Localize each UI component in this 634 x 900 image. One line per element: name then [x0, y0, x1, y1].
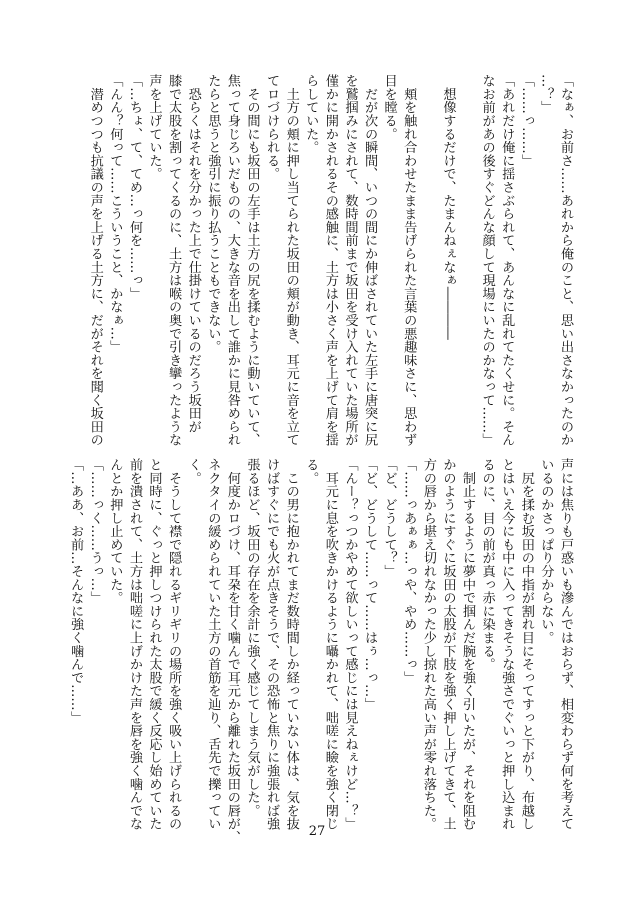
text-line: 声には焦りも戸惑いも滲んではおらず、相変わらず何を考えて [558, 458, 573, 831]
text-line: らしていた。 [303, 74, 319, 154]
text-line: 「…ちょ、て、てめ…っ何を……っ」 [126, 74, 142, 301]
text-line: 想像するだけで、たまんねぇなぁ―――― [440, 74, 456, 340]
text-line: 声を上げていた。 [146, 74, 162, 181]
text-line: 「……っ……」 [518, 74, 534, 168]
text-line: その間にも坂田の左手は土方の尻を揉むように動いていて、 [244, 74, 260, 447]
text-line: たらと思うと強引に振り払うこともできない。 [205, 74, 221, 354]
text-line: けばすぐにでも火が点きそうで、その恐怖と焦りに強張れば強 [264, 458, 280, 831]
text-line: るのに、目の前が真っ赤に染まる。 [479, 458, 495, 671]
text-line: いるのかさっぱり分からない。 [538, 458, 554, 645]
text-line: る。 [303, 458, 319, 485]
text-line: 「なぁ、お前さ……あれから俺のこと、思い出さなかったのか [558, 74, 573, 447]
text-line: 僅かに開かされるその感触に、土方は小さく声を上げて肩を揺 [322, 74, 338, 447]
page-number: 27 [308, 824, 326, 839]
text-line: 何度かロづけ、耳朶を甘く噛んで耳元から離れた坂田の唇が、 [224, 458, 240, 844]
text-line: 耳元に息を吹きかけるように囁かれて、咄嗟に瞼を強く閉じ [322, 458, 338, 831]
text-line: 「んん？何って……こういうこと、かなぁ…」 [107, 74, 123, 354]
text-line: 目を瞠る。 [381, 74, 397, 141]
text-line: 「……っあぁぁ…っや、やめ……っ」 [401, 458, 417, 685]
text-line: …？」 [538, 74, 554, 114]
text-line: なお前があの後すぐどんな顔して現場にいたのかなって……」 [479, 74, 495, 447]
text-line: 潜めつつも抗議の声を上げる土方に、だがそれを聞く坂田の [87, 74, 103, 447]
text-line: 「あれだけ俺に揺さぶられて、あんなに乱れてたくせに。そん [499, 74, 515, 447]
text-line: だが次の瞬間、いつの間にか伸ばされていた左手に唐突に尻 [362, 74, 378, 447]
text-line: と同時に、ぐっと押しつけられた太股で緩く反応し始めていた [146, 458, 162, 831]
text-line: そうして襟で隠れるギリギリの場所を強く吸い上げられるの [166, 458, 182, 831]
text-line: かのようにすぐに坂田の太股が下肢を強く押し上げてきて、土 [440, 458, 456, 831]
text-line: 恐らくはそれを分かった上で仕掛けているのだろう坂田が [185, 74, 201, 434]
text-line: とはいえ今にも中に入ってきそうな強さでぐいっと押し込まれ [499, 458, 515, 831]
upper-text-block [70, 74, 575, 447]
text-line: 「ど、どうして？」 [381, 458, 397, 578]
text-line: 尻を揉む坂田の中指が割れ目にそってすっと下がり、布越し [518, 458, 534, 831]
text-line: 方の唇から堪え切れなかった少し掠れた高い声が零れ落ちた。 [420, 458, 436, 831]
text-line: 膝で太股を割ってくるのに、土方は喉の奥で引き攣ったような [166, 74, 182, 447]
text-line: を鷲掴みにされて、数時間前まで坂田を受け入れていた場所が [342, 74, 358, 447]
text-line: この男に抱かれてまだ数時間しか経っていない体は、気を抜 [283, 458, 299, 831]
text-line: 「んー？っつかやめて欲しいって感じには見えねぇけど…？」 [342, 458, 358, 831]
text-line: 「……っく……うっ…」 [87, 458, 103, 605]
text-line: んとか押し止めていた。 [107, 458, 123, 605]
text-line [418, 74, 438, 412]
text-line: 制止するように夢中で掴んだ腕を強く引いたが、それを阻む [460, 458, 476, 831]
text-line: 「…ああ、お前…そんなに強く噛んで……」 [68, 458, 84, 724]
text-line: 焦って身じろいだものの、大きな音を出して誰かに見咎められ [224, 74, 240, 447]
text-line: 前を潰されて、土方は咄嗟に上げかけた声を唇を強く噛んでな [126, 458, 142, 831]
text-line: 土方の頬に押し当てられた坂田の頬が動き、耳元に音を立て [283, 74, 299, 447]
text-line: 張るほど、坂田の存在を余計に強く感じてしまう気がした。 [244, 458, 260, 818]
text-line: ネクタイの緩められていた土方の首筋を辿り、舌先で擽ってい [205, 458, 221, 831]
text-line: く。 [185, 458, 201, 485]
text-line: 「ど、どうして……って……はぅ…っ…」 [362, 458, 378, 711]
text-line: てロづけられる。 [264, 74, 280, 181]
text-line: 頬を触れ合わせたまま告げられた言葉の悪趣味さに、思わず [401, 74, 417, 447]
text-line [457, 74, 477, 412]
